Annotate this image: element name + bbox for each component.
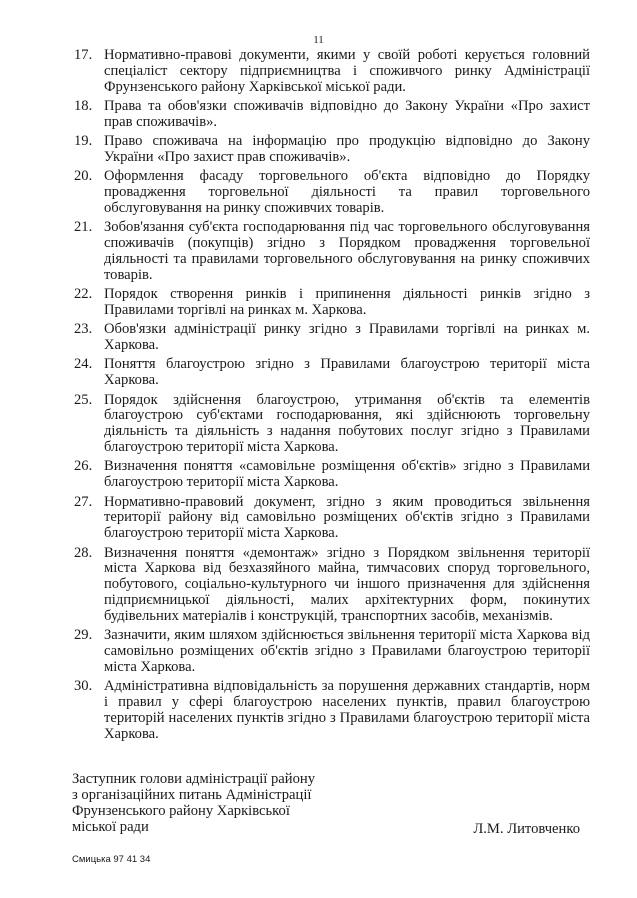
list-item <box>74 495 590 543</box>
item-text: Зазначити, яким шляхом здійснюється звільнення території міста Харкова від самовільно розміщених об'єктів згідно з Правилами благоустрою території міста Харкова. <box>104 627 590 676</box>
list-item <box>74 459 590 491</box>
signature-block <box>72 771 592 835</box>
list-item <box>74 546 590 626</box>
signatory-position-line: міської ради <box>72 819 149 835</box>
item-number: 18. <box>74 98 93 115</box>
item-text: Визначення поняття «демонтаж» згідно з Порядком звільнення території міста Харкова від безхазяйного майна, тимчасових споруд торговельного, побутового, соціально-культурного чи іншого призначення для здійснення підприємницької діяльності, малих архітектурних форм, покинутих будівельних матеріалів і конструкцій, транспортних засобів, механізмів. <box>104 544 590 625</box>
list-item <box>74 169 590 217</box>
list-item <box>74 134 590 166</box>
item-text: Зобов'язання суб'єкта господарювання під час торговельного обслуговування споживачів (покупців) згідно з Порядком провадження торговельної діяльності та правилами торговельного обслуговування на ринку споживчих товарів. <box>104 219 590 283</box>
item-number: 21. <box>74 219 93 236</box>
list-item <box>74 287 590 319</box>
item-number: 22. <box>74 286 93 303</box>
item-number: 19. <box>74 133 93 150</box>
signatory-position-line: Фрунзенського району Харківської <box>72 803 290 819</box>
item-number: 27. <box>74 493 93 510</box>
list-item <box>74 357 590 389</box>
item-text: Визначення поняття «самовільне розміщення об'єктів» згідно з Правилами благоустрою території міста Харкова. <box>104 458 590 491</box>
list-item <box>74 99 590 131</box>
item-text: Права та обов'язки споживачів відповідно до Закону України «Про захист прав споживачів». <box>104 98 590 130</box>
list-item <box>74 628 590 676</box>
item-text: Нормативно-правові документи, якими у своїй роботі керується головний спеціаліст сектору підприємництва і споживчого ринку Адміністрації Фрунзенського району Харківської міської ради. <box>104 47 590 95</box>
signatory-position-line: Заступник голови адміністрації району <box>72 771 315 787</box>
item-number: 23. <box>74 321 93 338</box>
item-number: 30. <box>74 678 93 695</box>
item-text: Порядок створення ринків і припинення діяльності ринків згідно з Правилами торгівлі на ринках м. Харкова. <box>104 286 590 319</box>
item-text: Обов'язки адміністрації ринку згідно з Правилами торгівлі на ринках м. Харкова. <box>104 321 590 354</box>
item-number: 26. <box>74 458 93 475</box>
list-item <box>74 48 590 96</box>
item-number: 20. <box>74 168 93 185</box>
item-text: Оформлення фасаду торговельного об'єкта відповідно до Порядку провадження торговельної діяльності та правил торговельного обслуговування на ринку споживчих товарів. <box>104 168 590 217</box>
item-number: 25. <box>74 391 93 408</box>
item-number: 24. <box>74 356 93 373</box>
list-item <box>74 220 590 284</box>
page-number: 11 <box>313 34 324 46</box>
item-number: 28. <box>74 544 93 561</box>
item-text: Нормативно-правовий документ, згідно з яким проводиться звільнення території району від самовільно розміщених об'єктів згідно з Правилами благоустрою території міста Харкова. <box>104 493 590 542</box>
signatory-position-line: з організаційних питань Адміністрації <box>72 787 312 803</box>
question-list <box>74 48 590 746</box>
list-item <box>74 679 590 743</box>
list-item <box>74 393 590 457</box>
item-text: Поняття благоустрою згідно з Правилами благоустрою території міста Харкова. <box>104 356 590 389</box>
signatory-name: Л.М. Литовченко <box>473 821 580 837</box>
item-text: Порядок здійснення благоустрою, утримання об'єктів та елементів благоустрою суб'єктами господарювання, які здійснюють торговельну діяльність та діяльність з надання побутових послуг згідно з Правилами благоустрою території міста Харкова. <box>104 391 590 456</box>
item-number: 29. <box>74 627 93 644</box>
executor-note: Смицька 97 41 34 <box>72 854 151 865</box>
item-text: Адміністративна відповідальність за порушення державних стандартів, норм і правил у сфері благоустрою населених пунктів, правил благоустрою територій населених пунктів згідно з Правилами благоустрою території міста Харкова. <box>104 678 590 743</box>
item-text: Право споживача на інформацію про продукцію відповідно до Закону України «Про захист прав споживачів». <box>104 133 590 166</box>
list-item <box>74 322 590 354</box>
item-number: 17. <box>74 47 93 63</box>
